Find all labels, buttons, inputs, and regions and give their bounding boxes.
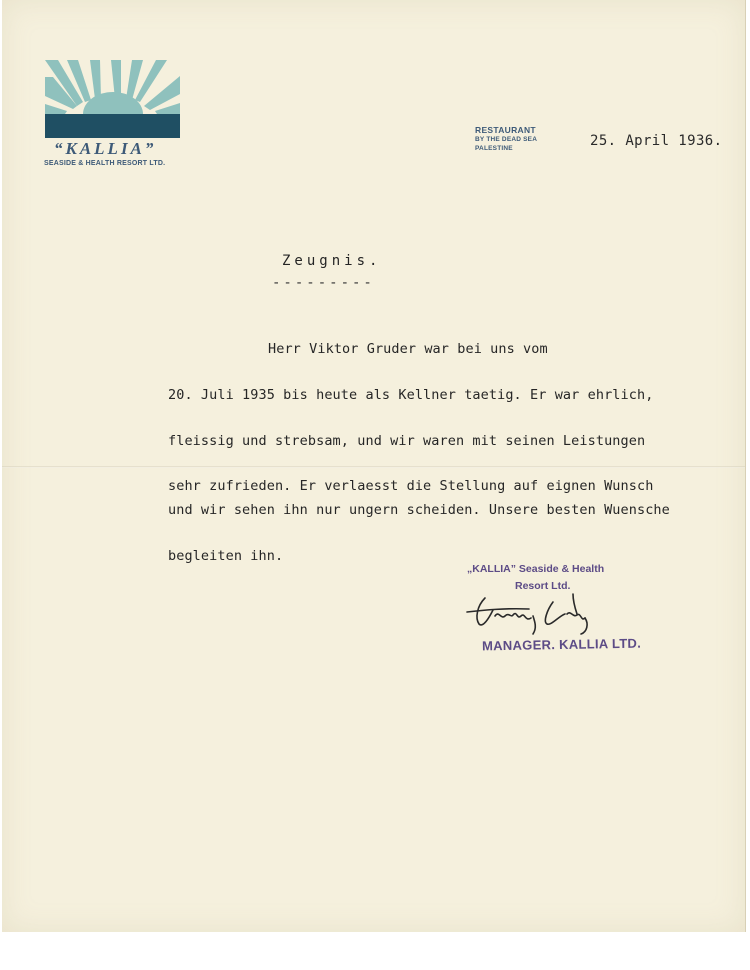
body-line: Herr Viktor Gruder war bei uns vom [268,341,548,357]
brand-subtitle: SEASIDE & HEALTH RESORT LTD. [44,160,166,167]
body-line: begleiten ihn. [168,548,284,564]
handwritten-signature [455,588,615,638]
restaurant-line3: PALESTINE [475,145,513,152]
stamp-manager-title: MANAGER. KALLIA LTD. [481,635,642,654]
title-underline: --------- [272,275,375,291]
letter-date: 25. April 1936. [590,133,723,149]
restaurant-line1: RESTAURANT [475,125,536,135]
brand-name: “KALLIA” [54,139,157,158]
paper-fold-line [2,466,745,468]
body-line: fleissig und strebsam, und wir waren mit seinen Leistungen [168,433,646,449]
document-title: Zeugnis. [282,253,382,269]
restaurant-line2: BY THE DEAD SEA [475,136,538,143]
restaurant-address [475,125,537,153]
sun-rays-icon [45,60,180,114]
kallia-sunrise-logo [45,56,180,138]
body-line: 20. Juli 1935 bis heute als Kellner taetig. Er war ehrlich, [168,387,654,403]
stamp-company-line: „KALLIA” Seaside & Health [467,563,605,575]
body-line: sehr zufrieden. Er verlaesst die Stellung auf eignen Wunsch [168,478,654,494]
sea-band [45,114,180,138]
scan-margin [0,932,750,970]
brand-block [44,140,224,169]
body-line: und wir sehen ihn nur ungern scheiden. Unsere besten Wuensche [168,502,670,518]
stamp-company-line2: Resort Ltd. [515,580,571,592]
